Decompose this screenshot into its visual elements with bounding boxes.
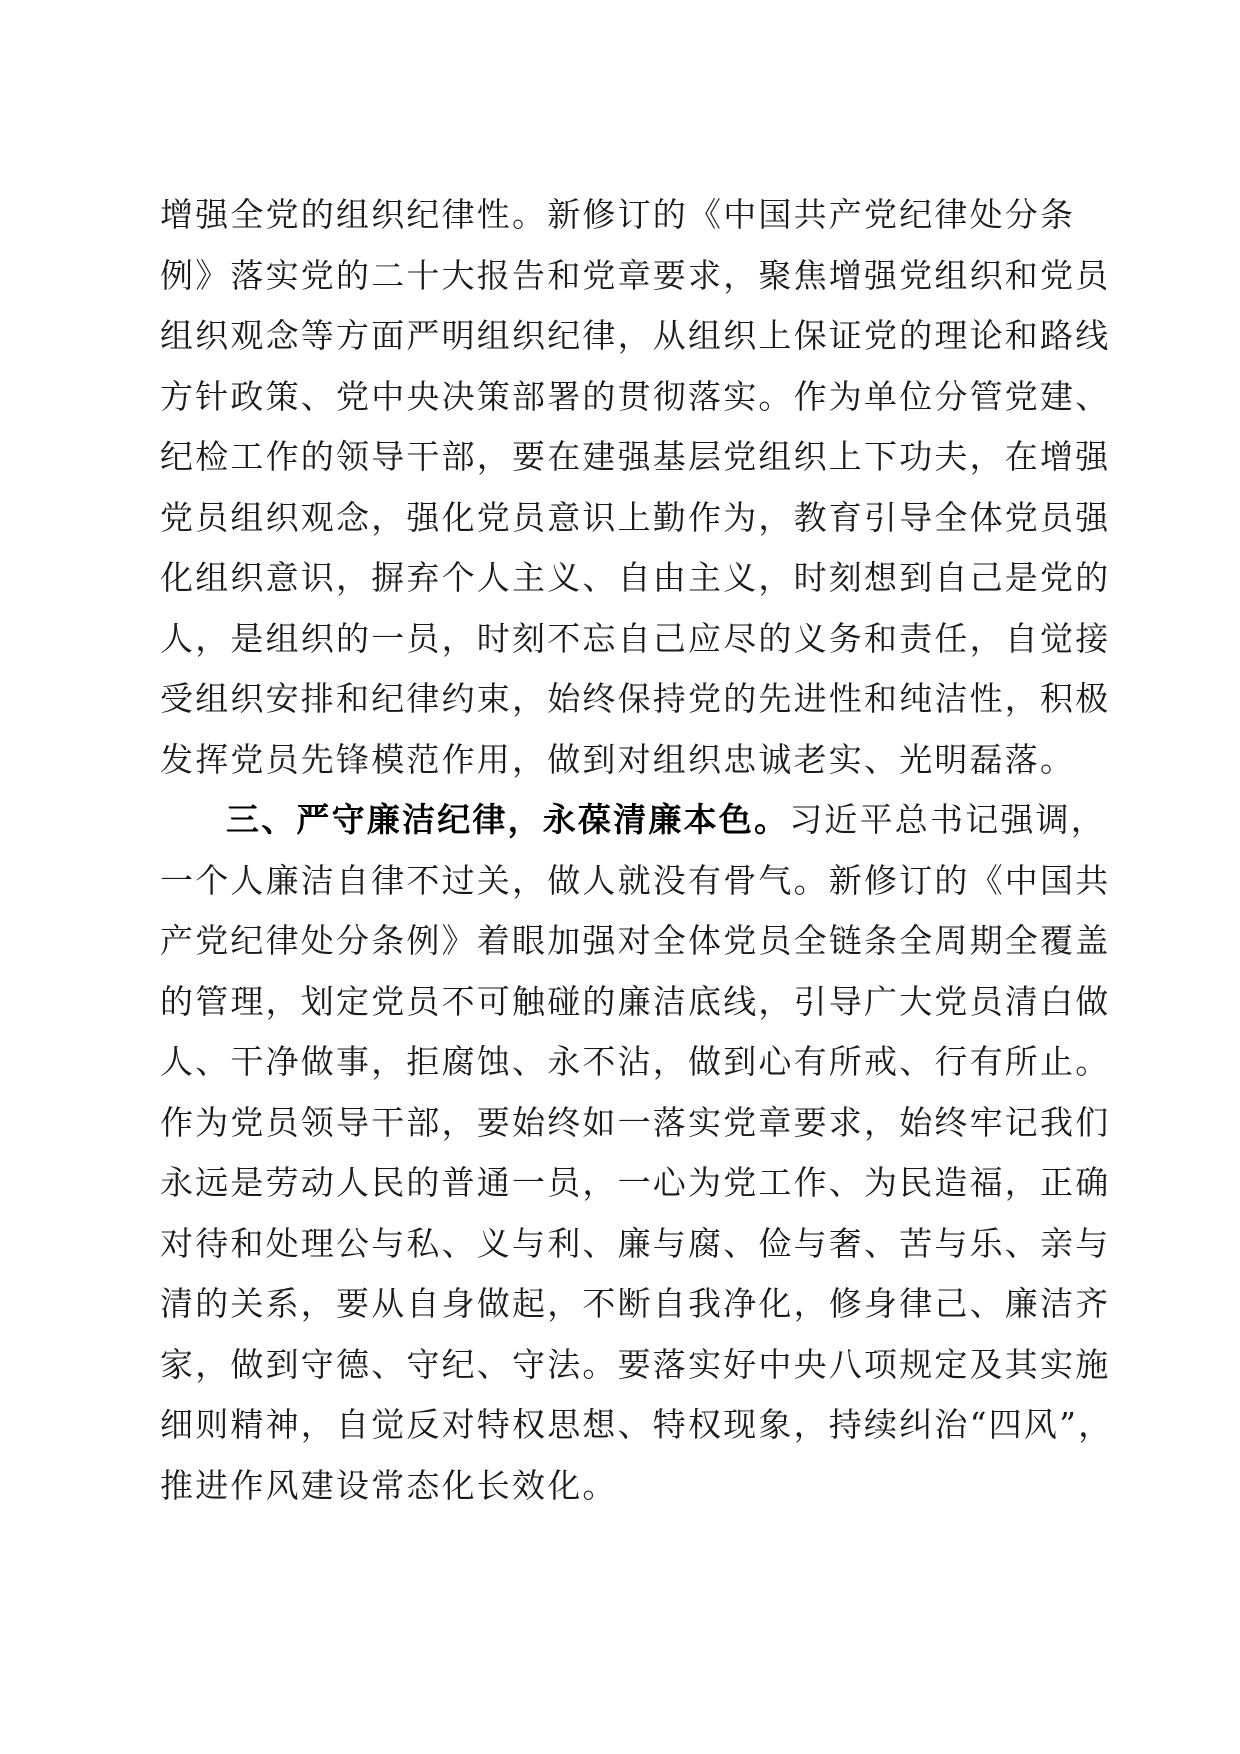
text-line: 永远是劳动人民的普通一员，一心为党工作、为民造福，正确 <box>160 1163 1111 1202</box>
text-line: 产党纪律处分条例》着眼加强对全体党员全链条全周期全覆盖 <box>160 921 1111 960</box>
text-line: 家，做到守德、守纪、守法。要落实好中央八项规定及其实施 <box>160 1344 1111 1384</box>
text-line: 方针政策、党中央决策部署的贯彻落实。作为单位分管党建、 <box>160 376 1111 416</box>
text-line-continuation: 习近平总书记强调， <box>789 800 1107 839</box>
text-line: 增强全党的组织纪律性。新修订的《中国共产党纪律处分条 <box>160 195 1076 234</box>
text-line: 人、干净做事，拒腐蚀、永不沾，做到心有所戒、行有所止。 <box>160 1042 1111 1081</box>
text-line: 党员组织观念，强化党员意识上勤作为，教育引导全体党员强 <box>160 497 1111 537</box>
text-line: 细则精神，自觉反对特权思想、特权现象，持续纠治“四风”， <box>160 1405 1114 1444</box>
section-heading: 三、严守廉洁纪律，永葆清廉本色。 <box>226 800 790 839</box>
text-line: 化组织意识，摒弃个人主义、自由主义，时刻想到自己是党的 <box>160 558 1111 597</box>
document-body <box>160 185 1114 1516</box>
text-line: 推进作风建设常态化长效化。 <box>160 1465 618 1505</box>
text-line: 人，是组织的一员，时刻不忘自己应尽的义务和责任，自觉接 <box>160 618 1111 658</box>
text-line-first <box>160 790 1107 851</box>
text-line: 作为党员领导干部，要始终如一落实党章要求，始终牢记我们 <box>160 1102 1111 1142</box>
paragraph-organizational-discipline <box>160 185 1111 790</box>
text-line: 受组织安排和纪律约束，始终保持党的先进性和纯洁性，积极 <box>160 679 1111 718</box>
text-line: 清的关系，要从自身做起，不断自我净化，修身律己、廉洁齐 <box>160 1284 1111 1323</box>
text-line: 一个人廉洁自律不过关，做人就没有骨气。新修订的《中国共 <box>160 860 1111 900</box>
text-line: 例》落实党的二十大报告和党章要求，聚焦增强党组织和党员 <box>160 255 1111 295</box>
paragraph-integrity-discipline <box>160 790 1114 1516</box>
text-line: 组织观念等方面严明组织纪律，从组织上保证党的理论和路线 <box>160 316 1111 355</box>
text-line: 发挥党员先锋模范作用，做到对组织忠诚老实、光明磊落。 <box>160 739 1076 779</box>
text-line: 对待和处理公与私、义与利、廉与腐、俭与奢、苦与乐、亲与 <box>160 1223 1111 1263</box>
text-line: 纪检工作的领导干部，要在建强基层党组织上下功夫，在增强 <box>160 437 1111 476</box>
text-line: 的管理，划定党员不可触碰的廉洁底线，引导广大党员清白做 <box>160 981 1111 1021</box>
